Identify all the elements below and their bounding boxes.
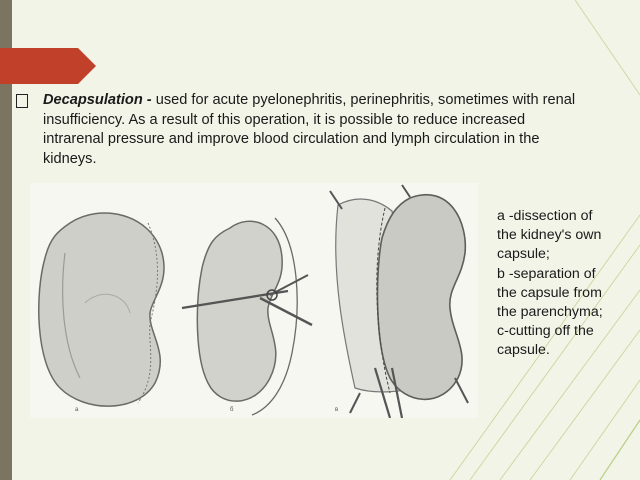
decapsulation-paragraph xyxy=(43,91,583,169)
caption-line: the capsule from xyxy=(497,284,602,301)
panel-label-a: а xyxy=(75,407,79,413)
caption-line: the parenchyma; xyxy=(497,304,603,321)
kidney-decapsulation-illustration xyxy=(30,183,478,418)
caption-line: c-cutting off the xyxy=(497,323,594,340)
caption-line: capsule; xyxy=(497,246,550,263)
kidney-panel-a xyxy=(39,213,164,406)
bullet-icon xyxy=(16,94,28,108)
term-label: Decapsulation - xyxy=(43,92,152,108)
panel-label-c: в xyxy=(335,407,339,413)
caption-line: b -separation of xyxy=(497,265,596,282)
term-description: used for acute pyelonephritis, perinephritis, sometimes with renal insufficiency. As a result of this operation, it is possible to reduce increased intrarenal pressure and improve blood circulation and lymph circulation in the kidneys. xyxy=(43,92,576,167)
panel-label-b: б xyxy=(230,407,234,413)
caption-line: capsule. xyxy=(497,342,550,359)
figure-caption xyxy=(497,207,637,361)
caption-line: the kidney's own xyxy=(497,227,602,244)
caption-line: a -dissection of xyxy=(497,208,593,224)
